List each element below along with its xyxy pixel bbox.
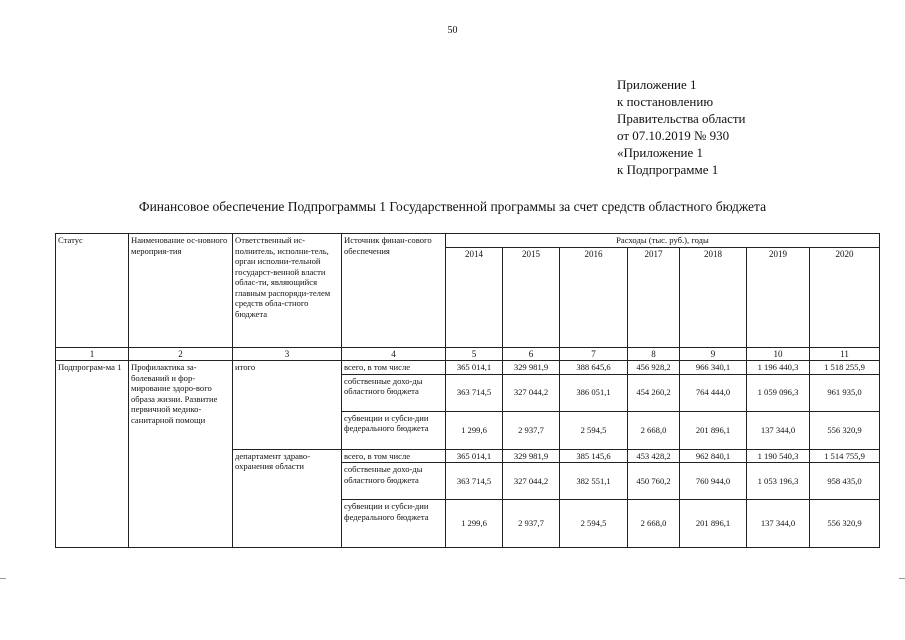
source-cell: собственные дохо-ды областного бюджета — [342, 374, 446, 411]
value-cell: 450 760,2 — [628, 463, 680, 500]
value-cell: 137 344,0 — [747, 411, 810, 449]
column-index: 4 — [342, 347, 446, 361]
header-year: 2020 — [810, 247, 880, 347]
column-index: 9 — [680, 347, 747, 361]
value-cell: 1 053 196,3 — [747, 463, 810, 500]
value-cell: 961 935,0 — [810, 374, 880, 411]
table-row — [56, 361, 880, 375]
approval-line: «Приложение 1 — [617, 145, 704, 160]
column-index: 2 — [129, 347, 233, 361]
activity-name-cell: Профилактика за-болеваний и фор-мирование здоро-вого образа жизни. Развитие первичной медико-санитарной помощи — [129, 361, 233, 548]
header-year: 2018 — [680, 247, 747, 347]
value-cell: 201 896,1 — [680, 500, 747, 548]
value-cell: 386 051,1 — [560, 374, 628, 411]
value-cell: 2 668,0 — [628, 411, 680, 449]
value-cell: 2 594,5 — [560, 500, 628, 548]
value-cell: 760 944,0 — [680, 463, 747, 500]
value-cell: 2 668,0 — [628, 500, 680, 548]
column-index: 3 — [233, 347, 342, 361]
value-cell: 2 594,5 — [560, 411, 628, 449]
scan-edge-mark — [0, 578, 6, 579]
column-index: 7 — [560, 347, 628, 361]
source-cell: субвенции и субси-дии федерального бюджета — [342, 411, 446, 449]
scan-edge-mark — [899, 578, 905, 579]
value-cell: 453 428,2 — [628, 449, 680, 463]
document-title: Финансовое обеспечение Подпрограммы 1 Государственной программы за счет средств областного бюджета — [138, 199, 767, 214]
value-cell: 2 937,7 — [503, 411, 560, 449]
header-year: 2019 — [747, 247, 810, 347]
header-status: Статус — [56, 234, 129, 348]
header-name: Наименование ос-новного мероприя-тия — [129, 234, 233, 348]
column-index: 11 — [810, 347, 880, 361]
value-cell: 1 514 755,9 — [810, 449, 880, 463]
value-cell: 1 196 440,3 — [747, 361, 810, 375]
column-index: 1 — [56, 347, 129, 361]
approval-line: к Подпрограмме 1 — [617, 162, 719, 177]
approval-block — [617, 76, 746, 178]
value-cell: 456 928,2 — [628, 361, 680, 375]
value-cell: 327 044,2 — [503, 374, 560, 411]
value-cell: 2 937,7 — [503, 500, 560, 548]
header-year: 2015 — [503, 247, 560, 347]
responsible-cell: департамент здраво-охранения области — [233, 449, 342, 548]
value-cell: 764 444,0 — [680, 374, 747, 411]
source-cell: всего, в том числе — [342, 449, 446, 463]
value-cell: 556 320,9 — [810, 500, 880, 548]
source-cell: всего, в том числе — [342, 361, 446, 375]
responsible-cell: итого — [233, 361, 342, 450]
approval-line: Приложение 1 — [617, 77, 697, 92]
value-cell: 329 981,9 — [503, 449, 560, 463]
value-cell: 329 981,9 — [503, 361, 560, 375]
value-cell: 1 518 255,9 — [810, 361, 880, 375]
source-cell: собственные дохо-ды областного бюджета — [342, 463, 446, 500]
value-cell: 363 714,5 — [446, 463, 503, 500]
page-number: 50 — [447, 25, 458, 36]
header-year: 2014 — [446, 247, 503, 347]
value-cell: 388 645,6 — [560, 361, 628, 375]
value-cell: 1 190 540,3 — [747, 449, 810, 463]
source-cell: субвенции и субси-дии федерального бюджета — [342, 500, 446, 548]
financing-table — [55, 233, 880, 548]
approval-line: к постановлению — [617, 94, 714, 109]
value-cell: 1 299,6 — [446, 500, 503, 548]
value-cell: 382 551,1 — [560, 463, 628, 500]
value-cell: 962 840,1 — [680, 449, 747, 463]
column-index: 10 — [747, 347, 810, 361]
header-year: 2016 — [560, 247, 628, 347]
value-cell: 1 059 096,3 — [747, 374, 810, 411]
header-source: Источник финан-сового обеспечения — [342, 234, 446, 348]
value-cell: 365 014,1 — [446, 361, 503, 375]
value-cell: 137 344,0 — [747, 500, 810, 548]
value-cell: 556 320,9 — [810, 411, 880, 449]
value-cell: 201 896,1 — [680, 411, 747, 449]
value-cell: 1 299,6 — [446, 411, 503, 449]
column-index: 6 — [503, 347, 560, 361]
value-cell: 327 044,2 — [503, 463, 560, 500]
value-cell: 365 014,1 — [446, 449, 503, 463]
approval-line: Правительства области — [617, 111, 746, 126]
value-cell: 966 340,1 — [680, 361, 747, 375]
column-index: 8 — [628, 347, 680, 361]
status-cell: Подпрограм-ма 1 — [56, 361, 129, 548]
header-expenses: Расходы (тыс. руб.), годы — [446, 234, 880, 248]
value-cell: 454 260,2 — [628, 374, 680, 411]
header-year: 2017 — [628, 247, 680, 347]
approval-line: от 07.10.2019 № 930 — [617, 128, 730, 143]
value-cell: 958 435,0 — [810, 463, 880, 500]
column-index: 5 — [446, 347, 503, 361]
value-cell: 363 714,5 — [446, 374, 503, 411]
value-cell: 385 145,6 — [560, 449, 628, 463]
header-responsible: Ответственный ис-полнитель, исполни-тель, орган исполни-тельной государст-венной власти облас-ти, являющийся главным распоряди-телем средств обла-стного бюджета — [233, 234, 342, 348]
